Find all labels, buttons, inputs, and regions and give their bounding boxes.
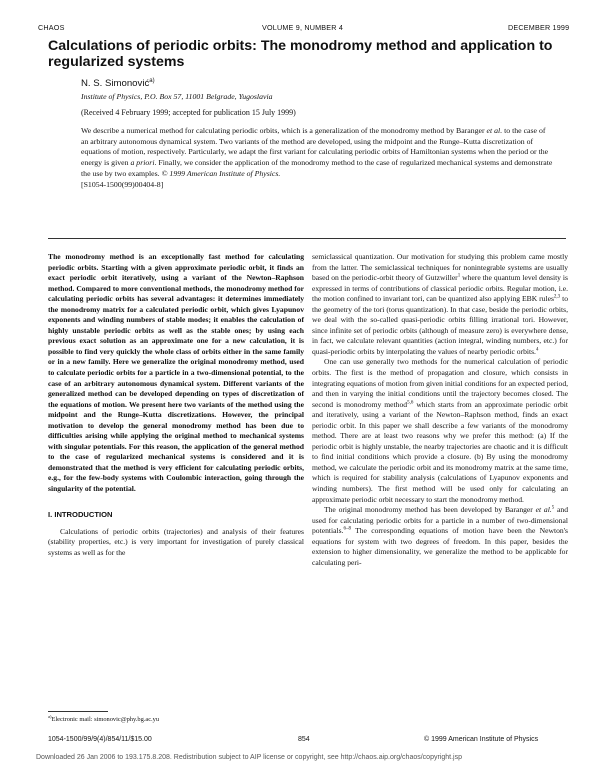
citation-ref: 5 (551, 505, 555, 511)
footnote-divider (48, 711, 108, 712)
footnote-text: Electronic mail: simonovic@phy.bg.ac.yu (51, 716, 160, 724)
citation-ref: 2,3 (553, 294, 561, 300)
divider (48, 238, 566, 239)
left-column (48, 252, 304, 558)
abstract: We describe a numerical method for calculating periodic orbits, which is a generalization of the monodromy method by Baranger et al. to the case of an arbitrary autonomous dynamical system. Two variants of the method are developed, using the midpoint and the Runge–Kutta discretization of equations of motion, respectively. Particularly, we adapt the first variant for calculating periodic orbits of Hamiltonian systems when the period or the energy is given a priori. Finally, we consider the application of the monodromy method to the case of regularized mechanical systems and demonstrate the use by two examples. © 1999 American Institute of Physics. [S1054-1500(99)00404-8] (81, 126, 553, 189)
pacs-code: [S1054-1500(99)00404-8] (81, 179, 164, 189)
page-number: 854 (298, 736, 310, 743)
body-paragraph: The original monodromy method has been developed by Baranger et al.$^5$ and used for calculating periodic orbits for a particle in a number of two-dimensional potentials.$^{6-8}$ The corresponding equations of motion have been the Newton's equations for system with two degrees of freedom. In this paper, besides the extension to higher dimensionality, we generalize the method to be applicable for calculating peri- (312, 505, 569, 567)
section-heading: I. INTRODUCTION (48, 509, 113, 519)
volume-number: VOLUME 9, NUMBER 4 (262, 23, 344, 32)
issue-date: DECEMBER 1999 (508, 23, 570, 32)
footnote (48, 714, 159, 723)
journal-name: CHAOS (38, 23, 65, 32)
citation-ref: 6–8 (343, 526, 351, 532)
citation-ref: 4 (535, 347, 539, 353)
citation-ref: 1 (457, 273, 461, 279)
affiliation: Institute of Physics, P.O. Box 57, 11001 Belgrade, Yugoslavia (81, 92, 273, 101)
author-footnote-mark: a) (149, 78, 155, 84)
footnote-mark: a) (48, 714, 52, 719)
author (81, 78, 155, 89)
abstract-copyright: © 1999 American Institute of Physics. (161, 168, 281, 178)
author-name: N. S. Simonović (81, 78, 150, 90)
citation-ref: 5,6 (407, 400, 414, 406)
right-column (312, 252, 568, 568)
download-notice: Downloaded 26 Jan 2006 to 193.175.8.208. Redistribution subject to AIP license or copyright, see http://chaos.aip.org/chaos/copyright.jsp (36, 754, 462, 761)
article-code: 1054-1500/99/9(4)/854/11/$15.00 (48, 736, 152, 743)
intro-paragraph: Calculations of periodic orbits (trajectories) and analysis of their features (stability properties, etc.) is very important for investigation of purely classical systems as well as for the (48, 526, 304, 557)
paper-title: Calculations of periodic orbits: The monodromy method and application to regularized systems (48, 38, 553, 70)
body-paragraph: semiclassical quantization. Our motivation for studying this problem came mostly from the latter. The semiclassical techniques for nonintegrable systems are usually based on the periodic-orbit theory of Gutzwiller$^1$ where the quantum level density is expressed in terms of contributions of classical periodic orbits. Regular motion, i.e. the motion confined to invariant tori, can be quantized also applying EBK rules$^{2,3}$ to the geometry of the tori (torus quantization). In that case, beside the periodic orbits, we deal with the so-called quasi-periodic orbits filling irrational tori. However, since infinite set of periodic orbits (although of measure zero) is everywhere dense, in fact, we calculate relevant quantities (action integral, winding numbers, etc.) for quasi-periodic orbits by interpolating the values of nearby periodic orbits.$^4$ (312, 252, 568, 356)
body-paragraph: One can use generally two methods for the numerical calculation of periodic orbits. The first is the method of propagation and closure, which consists in integrating equations of motion from given initial conditions for an expected period, and then in varying the initial conditions until the trajectory becomes closed. The second is monodromy method$^{5,6}$ which starts from an approximate periodic orbit and iteratively, using a variant of the Newton–Raphson method, finds an exact periodic orbit. In this paper we shall describe a few variants of the monodromy method. There are at least two reasons why we prefer this method: (a) If the periodic orbit is highly unstable, the nearby trajectories are chaotic and it is difficult to find initial conditions which provide a closure. (b) By using the monodromy method, we calculate the periodic orbit and its monodromy matrix at the same time, which is required for stability analysis (calculations of Lyapunov exponents and winding numbers). The first method will be used only for calculating an approximate periodic orbit necessary to start the monodromy method. (312, 357, 569, 504)
received-dates: (Received 4 February 1999; accepted for publication 15 July 1999) (81, 108, 296, 117)
lead-paragraph: The monodromy method is an exceptionally fast method for calculating periodic orbits. Starting with a given approximate periodic orbit, it finds an exact periodic orbit iteratively, using a variant of the Newton–Raphson method. Compared to more conventional methods, the monodromy method for calculating periodic orbits has several advantages: it determines immediately the monodromy matrix for a calculated periodic orbit, which gives Lyapunov exponents and winding numbers of stable modes; it enables the calculation of highly unstable periodic orbits as well as the stable ones; by using each previous exact solution as an approximate one for a new calculation, it is possible to find very quickly the whole class of orbits either in the same family or in a new family. Here we generalize the original monodromy method, used to calculate periodic orbits for a particle in a two-dimensional potential, to the case of an arbitrary autonomous dynamical system. Different variants of the generalized method can be developed depending on types of discretization of the equations of motion. We present here two variants of the method using the midpoint and the Runge–Kutta discretizations. However, the principal motivation to develop the general monodromy method has been due to difficulties arising while applying the original method to mechanical systems with singular potentials. For this reason, the application of the general method to the case of regularized mechanical systems is considered and it is demonstrated that the method is very efficient for calculating periodic orbits, e.g., for the few-body systems with Coulombic interaction, going through the singularity of the potential. (48, 252, 304, 494)
footer-copyright: © 1999 American Institute of Physics (424, 736, 539, 743)
